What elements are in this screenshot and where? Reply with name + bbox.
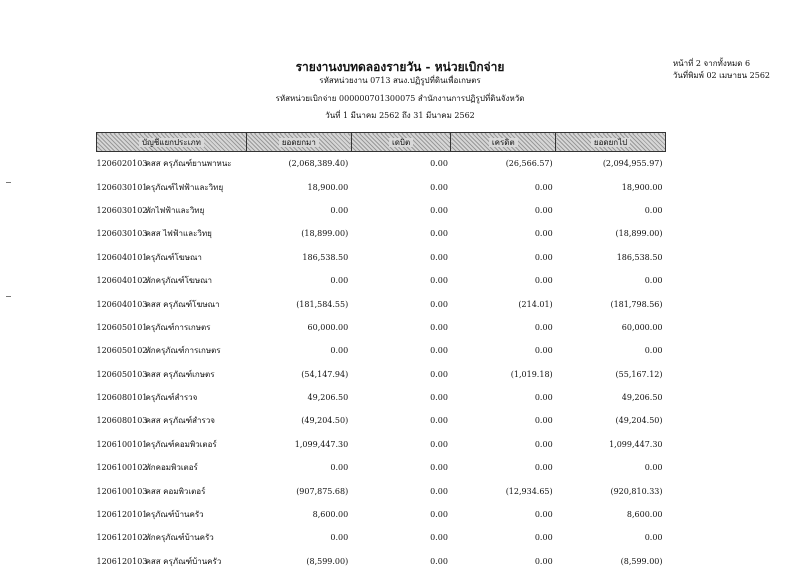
scan-mark bbox=[6, 182, 11, 183]
account-cell bbox=[97, 363, 247, 386]
credit-value: (26,566.57) bbox=[505, 159, 553, 169]
account-name: ครุภัณฑ์ไฟฟ้าและวิทยุ bbox=[145, 182, 224, 192]
carried-forward-value: 60,000.00 bbox=[621, 322, 663, 332]
debit-value: 0.00 bbox=[430, 510, 448, 520]
brought-forward-value: 18,900.00 bbox=[307, 182, 349, 192]
brought-forward-value: 8,600.00 bbox=[312, 510, 349, 520]
credit-value: 0.00 bbox=[534, 205, 553, 215]
account-code: 1206040102 bbox=[96, 276, 148, 286]
account-name: คสส ครุภัณฑ์บ้านครัว bbox=[145, 556, 222, 566]
brought-forward-value: (8,599.00) bbox=[306, 556, 349, 566]
account-name: ครุภัณฑ์สำรวจ bbox=[145, 393, 198, 403]
debit-value: 0.00 bbox=[430, 369, 448, 379]
trial-balance-table bbox=[96, 132, 666, 573]
debit-value: 0.00 bbox=[430, 393, 448, 403]
account-name: ครุภัณฑ์โฆษณา bbox=[145, 252, 202, 262]
account-name: ครุภัณฑ์บ้านครัว bbox=[145, 510, 204, 520]
debit-value: 0.00 bbox=[430, 416, 448, 426]
account-code: 1206040101 bbox=[96, 252, 148, 262]
account-code: 1206050101 bbox=[96, 322, 148, 332]
debit-value: 0.00 bbox=[430, 346, 448, 356]
credit-value: 0.00 bbox=[534, 533, 553, 543]
account-cell bbox=[97, 316, 247, 339]
credit-value: 0.00 bbox=[534, 463, 553, 473]
account-cell bbox=[97, 550, 247, 573]
account-code: 1206040103 bbox=[96, 299, 148, 309]
carried-forward-value: 0.00 bbox=[644, 533, 663, 543]
table-row bbox=[97, 433, 666, 456]
account-cell bbox=[97, 269, 247, 292]
debit-value: 0.00 bbox=[430, 556, 448, 566]
account-name: พักครุภัณฑ์โฆษณา bbox=[145, 276, 213, 286]
account-cell bbox=[97, 503, 247, 526]
account-name: คสส ครุภัณฑ์สำรวจ bbox=[145, 416, 215, 426]
page-info bbox=[673, 58, 770, 82]
credit-value: 0.00 bbox=[534, 322, 553, 332]
account-code: 1206100103 bbox=[96, 486, 148, 496]
table-row bbox=[97, 222, 666, 245]
carried-forward-value: (920,810.33) bbox=[610, 486, 663, 496]
debit-value: 0.00 bbox=[430, 252, 448, 262]
scan-mark bbox=[6, 296, 11, 297]
account-cell bbox=[97, 152, 247, 176]
account-cell bbox=[97, 386, 247, 409]
table-header-row bbox=[97, 133, 666, 152]
account-name: คสส ครุภัณฑ์เกษตร bbox=[145, 369, 215, 379]
table-row bbox=[97, 339, 666, 362]
brought-forward-value: 186,538.50 bbox=[302, 252, 349, 262]
credit-value: 0.00 bbox=[534, 182, 553, 192]
account-code: 1206050103 bbox=[96, 369, 148, 379]
account-code: 1206030101 bbox=[96, 182, 148, 192]
brought-forward-value: 1,099,447.30 bbox=[294, 439, 349, 449]
account-name: พักคอมพิวเตอร์ bbox=[145, 463, 198, 473]
account-name: คสส ไฟฟ้าและวิทยุ bbox=[145, 229, 212, 239]
agency-code: รหัสหน่วยงาน 0713 สนง.ปฏิรูปที่ดินเพื่อเกษตร bbox=[319, 76, 481, 85]
table-row bbox=[97, 526, 666, 549]
carried-forward-value: (55,167.12) bbox=[615, 369, 663, 379]
disbursement-unit: รหัสหน่วยเบิกจ่าย 000000701300075 สำนักงานการปฏิรูปที่ดินจังหวัด bbox=[275, 94, 525, 103]
col-header-brought-forward: ยอดยกมา bbox=[246, 133, 351, 152]
col-header-account: บัญชีแยกประเภท bbox=[97, 133, 247, 152]
account-cell bbox=[97, 433, 247, 456]
credit-value: (214.01) bbox=[518, 299, 553, 309]
brought-forward-value: (2,068,389.40) bbox=[288, 159, 349, 169]
table-row bbox=[97, 199, 666, 222]
account-code: 1206120101 bbox=[96, 510, 148, 520]
account-code: 1206080103 bbox=[96, 416, 148, 426]
account-cell bbox=[97, 456, 247, 479]
brought-forward-value: 0.00 bbox=[330, 463, 349, 473]
debit-value: 0.00 bbox=[430, 439, 448, 449]
table-row bbox=[97, 456, 666, 479]
credit-value: 0.00 bbox=[534, 416, 553, 426]
account-cell bbox=[97, 292, 247, 315]
carried-forward-value: 1,099,447.30 bbox=[609, 439, 663, 449]
brought-forward-value: 0.00 bbox=[330, 205, 349, 215]
account-cell bbox=[97, 175, 247, 198]
credit-value: 0.00 bbox=[534, 393, 553, 403]
table-row bbox=[97, 363, 666, 386]
table-row bbox=[97, 550, 666, 573]
table-row bbox=[97, 316, 666, 339]
account-name: ครุภัณฑ์คอมพิวเตอร์ bbox=[145, 439, 217, 449]
carried-forward-value: (49,204.50) bbox=[615, 416, 663, 426]
account-code: 1206020103 bbox=[96, 159, 148, 169]
print-date: วันที่พิมพ์ 02 เมษายน 2562 bbox=[672, 71, 770, 80]
account-code: 1206100101 bbox=[96, 439, 148, 449]
debit-value: 0.00 bbox=[430, 299, 448, 309]
table-row bbox=[97, 292, 666, 315]
table-body bbox=[97, 152, 666, 574]
account-name: พักไฟฟ้าและวิทยุ bbox=[145, 205, 205, 215]
carried-forward-value: (181,798.56) bbox=[610, 299, 663, 309]
credit-value: 0.00 bbox=[534, 229, 553, 239]
account-cell bbox=[97, 526, 247, 549]
carried-forward-value: 49,206.50 bbox=[621, 393, 663, 403]
table-row bbox=[97, 175, 666, 198]
col-header-credit: เครดิต bbox=[451, 133, 556, 152]
debit-value: 0.00 bbox=[430, 533, 448, 543]
table-row bbox=[97, 386, 666, 409]
brought-forward-value: (18,899.00) bbox=[301, 229, 349, 239]
table-row bbox=[97, 246, 666, 269]
debit-value: 0.00 bbox=[430, 159, 448, 169]
carried-forward-value: 18,900.00 bbox=[621, 182, 663, 192]
credit-value: (1,019.18) bbox=[510, 369, 553, 379]
debit-value: 0.00 bbox=[430, 205, 448, 215]
debit-value: 0.00 bbox=[430, 463, 448, 473]
brought-forward-value: 0.00 bbox=[330, 533, 349, 543]
report-period: วันที่ 1 มีนาคม 2562 ถึง 31 มีนาคม 2562 bbox=[325, 111, 475, 120]
brought-forward-value: (49,204.50) bbox=[301, 416, 349, 426]
debit-value: 0.00 bbox=[430, 229, 448, 239]
brought-forward-value: 49,206.50 bbox=[307, 393, 349, 403]
brought-forward-value: 60,000.00 bbox=[307, 322, 349, 332]
account-code: 1206050102 bbox=[96, 346, 148, 356]
account-code: 1206080101 bbox=[96, 393, 148, 403]
carried-forward-value: (8,599.00) bbox=[620, 556, 663, 566]
col-header-carried-forward: ยอดยกไป bbox=[556, 133, 666, 152]
table-row bbox=[97, 503, 666, 526]
debit-value: 0.00 bbox=[430, 486, 448, 496]
credit-value: 0.00 bbox=[534, 439, 553, 449]
account-cell bbox=[97, 199, 247, 222]
brought-forward-value: (54,147.94) bbox=[301, 369, 349, 379]
col-header-debit: เดบิต bbox=[351, 133, 451, 152]
brought-forward-value: (907,875.68) bbox=[296, 486, 349, 496]
account-name: คสส ครุภัณฑ์ยานพาหนะ bbox=[145, 159, 232, 169]
debit-value: 0.00 bbox=[430, 182, 448, 192]
credit-value: 0.00 bbox=[534, 510, 553, 520]
account-code: 1206120103 bbox=[96, 556, 148, 566]
brought-forward-value: (181,584.55) bbox=[296, 299, 349, 309]
account-name: พักครุภัณฑ์บ้านครัว bbox=[145, 533, 214, 543]
account-name: คสส ครุภัณฑ์โฆษณา bbox=[145, 299, 220, 309]
table-row bbox=[97, 152, 666, 176]
account-name: คสส คอมพิวเตอร์ bbox=[145, 486, 206, 496]
table-row bbox=[97, 479, 666, 502]
report-title: รายงานงบทดลองรายวัน - หน่วยเบิกจ่าย bbox=[295, 60, 505, 74]
account-code: 1206030103 bbox=[96, 229, 148, 239]
carried-forward-value: 0.00 bbox=[644, 276, 663, 286]
debit-value: 0.00 bbox=[430, 322, 448, 332]
account-cell bbox=[97, 246, 247, 269]
account-code: 1206120102 bbox=[96, 533, 148, 543]
account-cell bbox=[97, 339, 247, 362]
account-cell bbox=[97, 409, 247, 432]
credit-value: 0.00 bbox=[534, 556, 553, 566]
carried-forward-value: 8,600.00 bbox=[626, 510, 663, 520]
debit-value: 0.00 bbox=[430, 276, 448, 286]
credit-value: (12,934.65) bbox=[505, 486, 553, 496]
account-cell bbox=[97, 222, 247, 245]
table-row bbox=[97, 409, 666, 432]
page-number: หน้าที่ 2 จากทั้งหมด 6 bbox=[672, 59, 751, 68]
carried-forward-value: 0.00 bbox=[644, 463, 663, 473]
carried-forward-value: 186,538.50 bbox=[616, 252, 663, 262]
brought-forward-value: 0.00 bbox=[330, 276, 349, 286]
carried-forward-value: (2,094,955.97) bbox=[602, 159, 663, 169]
account-name: พักครุภัณฑ์การเกษตร bbox=[145, 346, 221, 356]
carried-forward-value: 0.00 bbox=[644, 205, 663, 215]
brought-forward-value: 0.00 bbox=[330, 346, 349, 356]
credit-value: 0.00 bbox=[534, 346, 553, 356]
account-name: ครุภัณฑ์การเกษตร bbox=[145, 322, 211, 332]
credit-value: 0.00 bbox=[534, 252, 553, 262]
carried-forward-value: 0.00 bbox=[644, 346, 663, 356]
table-row bbox=[97, 269, 666, 292]
account-code: 1206030102 bbox=[96, 205, 148, 215]
account-cell bbox=[97, 479, 247, 502]
credit-value: 0.00 bbox=[534, 276, 553, 286]
account-code: 1206100102 bbox=[96, 463, 148, 473]
carried-forward-value: (18,899.00) bbox=[615, 229, 663, 239]
